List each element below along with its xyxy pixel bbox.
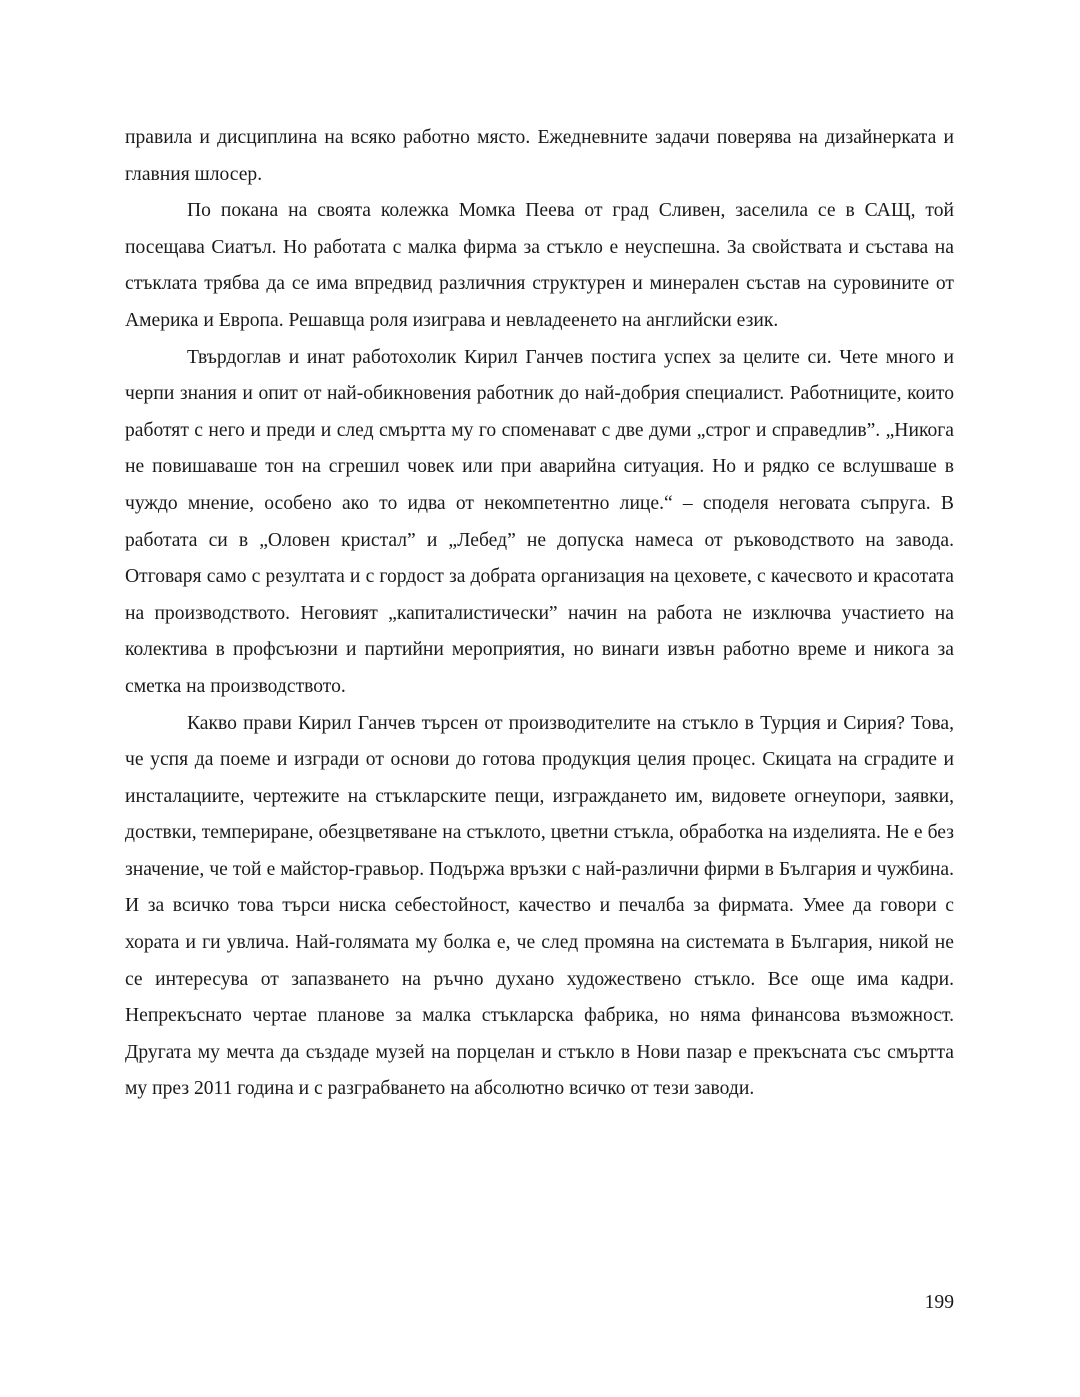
paragraph-continuation: правила и дисциплина на всяко работно място. Ежедневните задачи поверява на дизайнерката и главния шлосер. (125, 127, 954, 185)
paragraph-seattle-visit: По покана на своята колежка Момка Пеева от град Сливен, заселила се в САЩ, той посещава Сиатъл. Но работата с малка фирма за стъкло е неуспешна. За свойствата и състава на стъклата трябва да се има впредвид различния структурен и минерален състав на суровините от Америка и Европа. Решавща роля изиграва и невладеенето на английски език. (125, 200, 954, 331)
paragraph-turkey-syria: Какво прави Кирил Ганчев търсен от производителите на стъкло в Турция и Сирия? Това, че успя да поеме и изгради от основи до готова продукция целия процес. Скицата на сградите и инсталациите, чертежите на стъкларските пещи, изграждането им, видовете огнеупори, заявки, доствки, темпериране, обезцветяване на стъклото, цветни стъкла, обработка на изделията. Не е без значение, че той е майстор-гравьор. Подържа връзки с най-различни фирми в България и чужбина. И за всичко това търси ниска себестойност, качество и печалба за фирмата. Умее да говори с хората и ги увлича. Най-голямата му болка е, че след промяна на системата в България, никой не се интересува от запазването на ръчно духано художествено стъкло. Все още има кадри. Непрекъснато чертае планове за малка стъкларска фабрика, но няма финансова възможност. Другата му мечта да създаде музей на порцелан и стъкло в Нови пазар е прекъсната със смъртта му през 2011 година и с разграбването на абсолютно всичко от тези заводи. (125, 712, 954, 1100)
body-text (125, 120, 954, 1108)
page-number: 199 (924, 1292, 954, 1313)
paragraph-workaholic: Твърдоглав и инат работохолик Кирил Ганчев постига успех за целите си. Чете много и черпи знания и опит от най-обикновения работник до най-добрия специалист. Работниците, които работят с него и преди и след смъртта му го споменават с две думи „строг и справедлив”. „Никога не повишаваше тон на сгрешил човек или при аварийна ситуация. Но и рядко се вслушваше в чуждо мнение, особено ако то идва от некомпетентно лице.“ – споделя неговата съпруга. В работата си в „Оловен кристал” и „Лебед” не допуска намеса от ръководството на завода. Отговаря само с резултата и с гордост за добрата организация на цеховете, с качесвото и красотата на производството. Неговият „капиталистически” начин на работа не изключва участието на колектива в профсъюзни и партийни мероприятия, но винаги извън работно време и никога за сметка на производството. (125, 346, 954, 697)
